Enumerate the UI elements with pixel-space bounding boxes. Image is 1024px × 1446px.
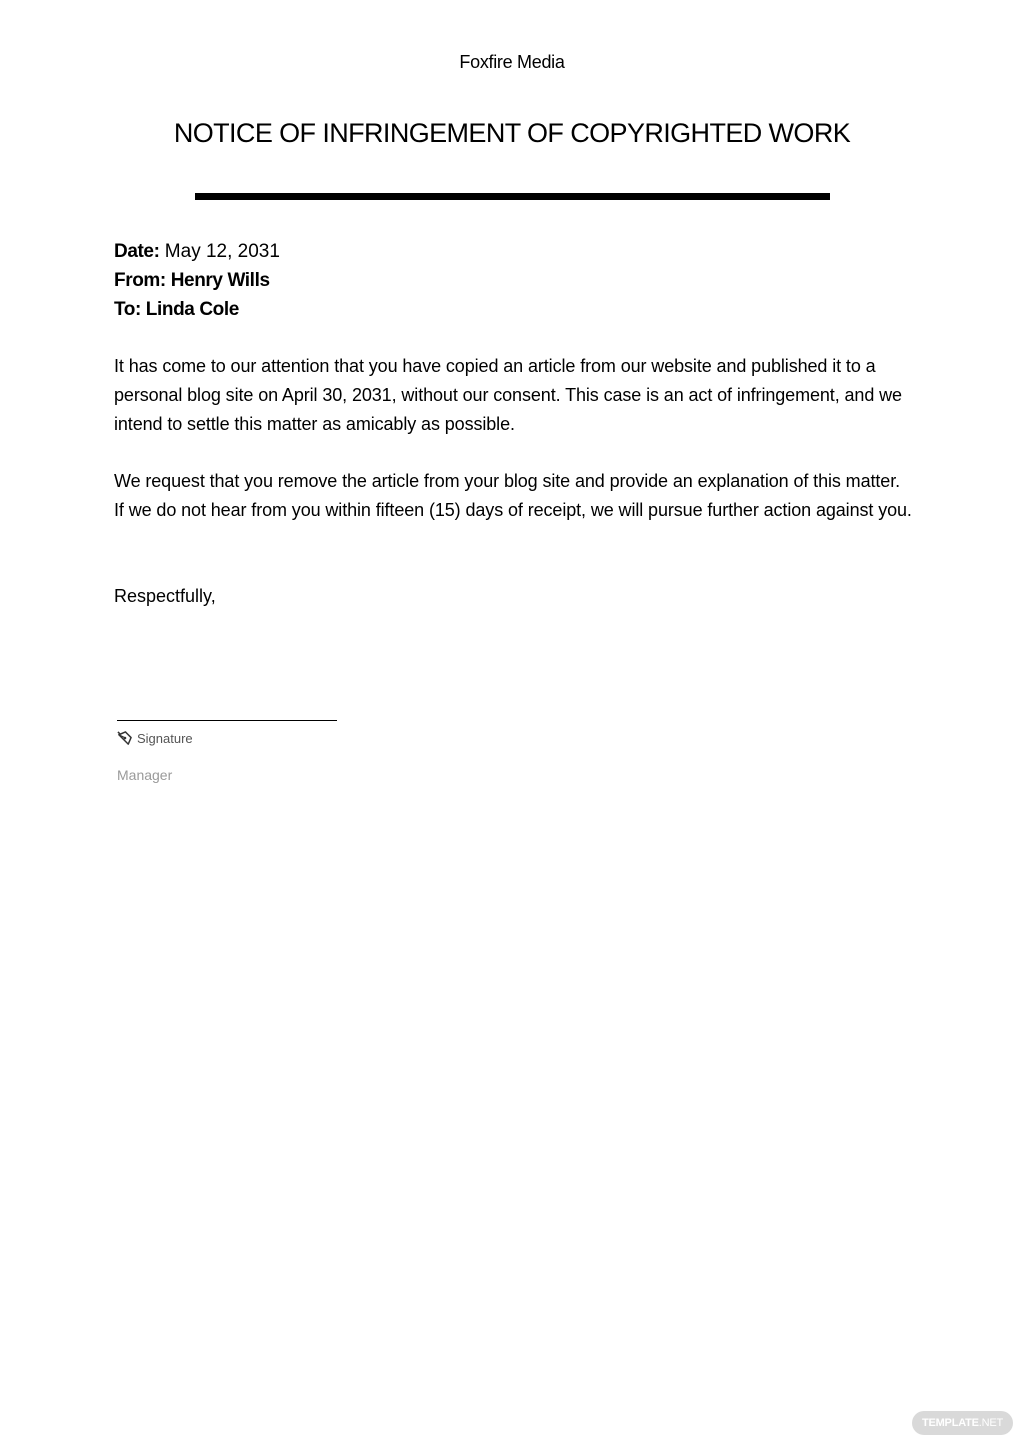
watermark-badge[interactable] xyxy=(912,1411,1013,1435)
date-label: Date: xyxy=(114,241,160,262)
to-line xyxy=(114,295,280,324)
title-divider xyxy=(195,193,830,200)
from-line xyxy=(114,266,280,295)
signer-role: Manager xyxy=(117,767,173,783)
date-line xyxy=(114,237,280,266)
signature-text: Signature xyxy=(137,731,193,746)
document-title: NOTICE OF INFRINGEMENT OF COPYRIGHTED WORK xyxy=(173,118,851,148)
pen-nib-icon xyxy=(117,731,132,746)
watermark-suffix: .NET xyxy=(978,1417,1004,1429)
from-label: From: Henry Wills xyxy=(114,270,270,291)
body-paragraph-1: It has come to our attention that you have copied an article from our website and published it to a personal blog site on April 30, 2031, without our consent. This case is an act of infringement, and we intend to settle this matter as amicably as possible. xyxy=(114,356,902,434)
date-value: May 12, 2031 xyxy=(159,241,280,262)
closing: Respectfully, xyxy=(114,586,216,606)
signature-line xyxy=(117,720,337,721)
body-paragraph-2: We request that you remove the article from your blog site and provide an explanation of this matter. If we do not hear from you within fifteen (15) days of receipt, we will pursue further action against you. xyxy=(114,471,912,520)
signature-label xyxy=(117,731,193,746)
company-name: Foxfire Media xyxy=(459,52,565,72)
letter-meta xyxy=(114,237,280,324)
to-label: To: Linda Cole xyxy=(114,299,239,320)
watermark-brand: TEMPLATE xyxy=(921,1417,979,1429)
